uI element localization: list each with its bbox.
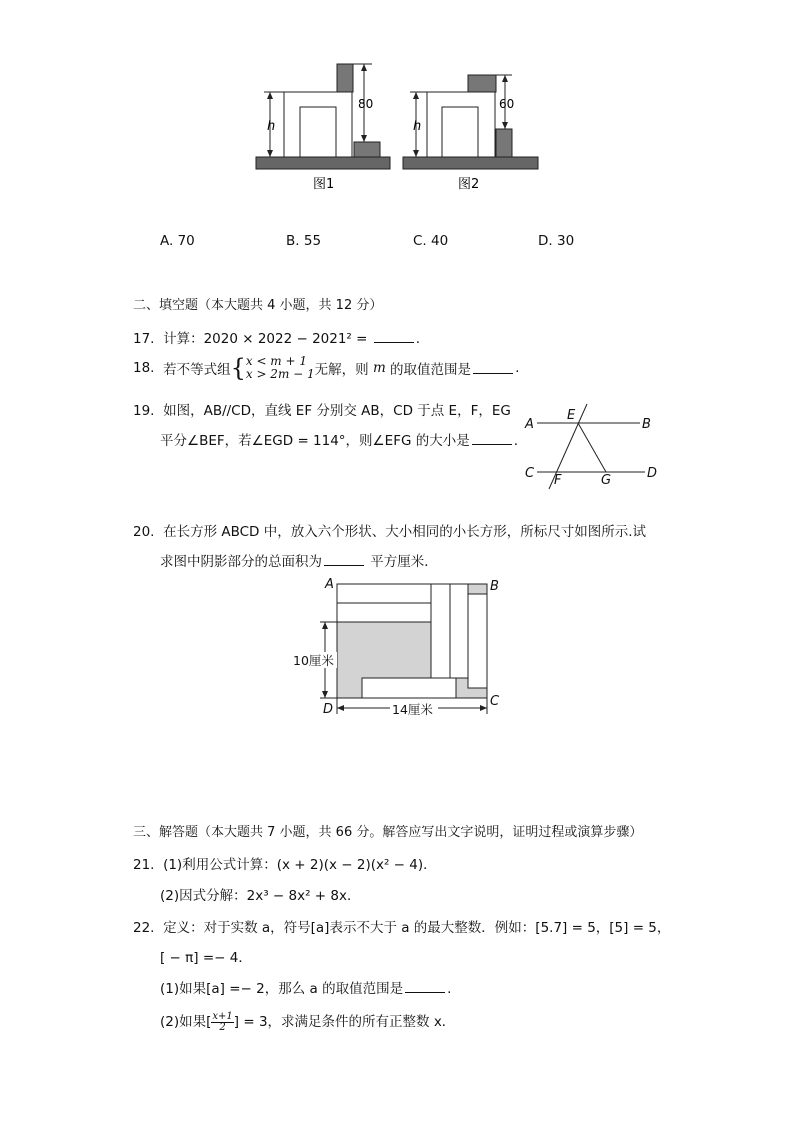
question-19-line2: 平分∠BEF，若∠EGD = 114°，则∠EFG 的大小是 . bbox=[160, 433, 519, 449]
h-label-2: h bbox=[413, 119, 422, 134]
question-22-line2: [ − π] =− 4． bbox=[160, 950, 252, 966]
label-b: B bbox=[642, 417, 651, 432]
h-label-1: h bbox=[267, 119, 276, 134]
label-d: D bbox=[323, 702, 334, 717]
option-a: A. 70 bbox=[160, 233, 195, 249]
label-b: B bbox=[490, 579, 499, 594]
question-22-part1: (1)如果[a] =− 2，那么 a 的取值范围是 . bbox=[160, 981, 452, 997]
section3-title: 三、解答题（本大题共 7 小题，共 66 分。解答应写出文字说明，证明过程或演算步骤） bbox=[133, 825, 643, 840]
option-c: C. 40 bbox=[413, 233, 449, 249]
option-b: B. 55 bbox=[286, 233, 322, 249]
label-d: D bbox=[647, 466, 658, 481]
value-60: 60 bbox=[499, 97, 515, 111]
question-21-part2: (2)因式分解：2x³ − 8x² + 8x． bbox=[160, 888, 361, 904]
question-17: 17. 计算：2020 × 2022 − 2021² = . bbox=[133, 331, 421, 347]
question-19-line1: 19. 如图，AB//CD，直线 EF 分别交 AB，CD 于点 E，F，EG bbox=[133, 403, 511, 419]
fig2-label: 图2 bbox=[458, 177, 480, 192]
dimension-horizontal: 14厘米 bbox=[392, 702, 433, 717]
fraction: $\frac{x+1}{2}$ bbox=[212, 1010, 233, 1033]
fig1-label: 图1 bbox=[313, 177, 335, 192]
option-d: D. 30 bbox=[538, 233, 575, 249]
question-21-part1: 21. (1)利用公式计算：(x + 2)(x − 2)(x² − 4)． bbox=[133, 857, 437, 873]
label-c: C bbox=[525, 466, 535, 481]
label-f: F bbox=[554, 473, 562, 488]
answer-blank bbox=[405, 982, 445, 993]
value-80: 80 bbox=[358, 97, 374, 111]
question-22-part2: (2)如果[ $\frac{x+1}{2}$ ] = 3，求满足条件的所有正整数 x． bbox=[160, 1010, 456, 1033]
question-18: 18. 若不等式组{ x < m + 1 x > 2m − 1 无解，则 m 的取值范围是 . bbox=[133, 354, 520, 382]
label-g: G bbox=[601, 473, 612, 488]
question-22-line1: 22. 定义：对于实数 a，符号[a]表示不大于 a 的最大整数．例如：[5.7] = 5，[5] = 5， bbox=[133, 920, 671, 936]
label-e: E bbox=[567, 408, 576, 423]
dimension-vertical: 10厘米 bbox=[293, 653, 334, 668]
inequality-system: x < m + 1 x > 2m − 1 bbox=[245, 354, 315, 381]
label-a: A bbox=[325, 577, 334, 592]
section2-title: 二、填空题（本大题共 4 小题，共 12 分） bbox=[133, 298, 383, 313]
label-c: C bbox=[490, 694, 500, 709]
question-20-line2: 求图中阴影部分的总面积为 平方厘米． bbox=[160, 554, 438, 570]
label-a: A bbox=[525, 417, 534, 432]
question-20-line1: 20. 在长方形 ABCD 中，放入六个形状、大小相同的小长方形，所标尺寸如图所示.试 bbox=[133, 524, 647, 540]
